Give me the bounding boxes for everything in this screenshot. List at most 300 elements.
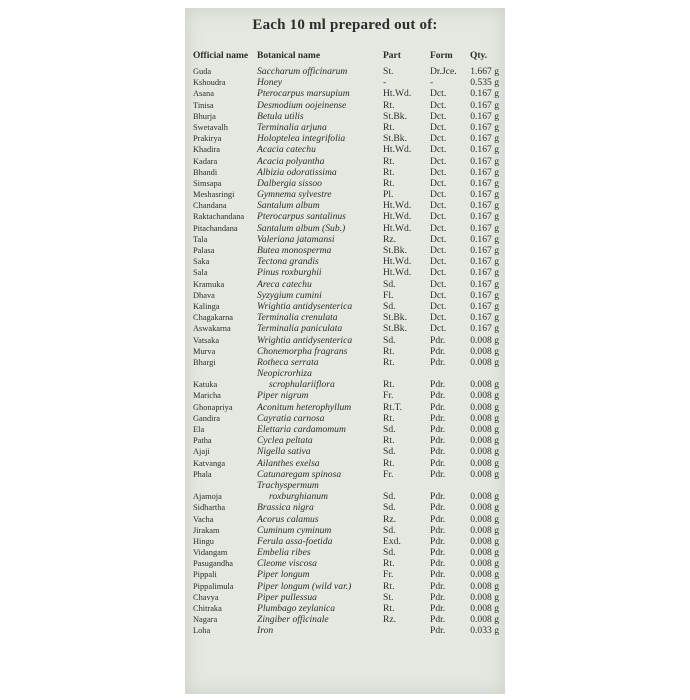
part-cell: St.Bk. [383, 323, 407, 335]
ingredient-label [185, 8, 505, 694]
table-row [185, 122, 505, 133]
part-cell: Sd. [383, 491, 396, 503]
form-cell: Pdr. [430, 513, 446, 525]
part-cell: Fr. [383, 569, 394, 581]
official-name-cell: Kalinga [193, 301, 220, 311]
official-name-cell: Raktachandana [193, 212, 245, 222]
form-cell: Pdr. [430, 412, 446, 424]
part-cell: Rt. [383, 99, 395, 111]
table-row [185, 514, 505, 525]
form-cell: Dct. [430, 278, 447, 290]
qty-cell: 0.167 g [470, 200, 499, 212]
part-cell: Rt. [383, 166, 395, 178]
form-cell: Pdr. [430, 547, 446, 559]
part-cell: St. [383, 591, 394, 603]
form-cell: Pdr. [430, 625, 446, 637]
official-name-cell: Chandana [193, 201, 227, 211]
official-name-cell: Vidangam [193, 548, 228, 558]
form-cell: Pdr. [430, 502, 446, 514]
table-row [185, 301, 505, 312]
botanical-name-cell: Wrightia antidysenterica [257, 334, 353, 346]
table-row [185, 424, 505, 435]
table-row [185, 390, 505, 401]
qty-cell: 0.008 g [470, 345, 499, 357]
qty-cell: 0.008 g [470, 603, 499, 615]
form-cell: Dct. [430, 121, 447, 133]
official-name-cell: Kshoudra [193, 78, 226, 88]
part-cell: Fl. [383, 289, 394, 301]
table-row [185, 88, 505, 99]
qty-cell: 0.167 g [470, 189, 499, 201]
table-row [185, 368, 505, 390]
part-cell: Ht.Wd. [383, 267, 412, 279]
table-row [185, 357, 505, 368]
botanical-name-cell: Tectona grandis [257, 256, 319, 268]
table-row [185, 446, 505, 457]
official-name-cell: Chagakarna [193, 313, 233, 323]
part-cell: Rt.T. [383, 401, 403, 413]
botanical-name-cell: Embelia ribes [257, 547, 311, 559]
table-row [185, 144, 505, 155]
botanical-name-cell: Butea monosperma [257, 245, 332, 256]
table-row [185, 569, 505, 580]
qty-cell: 0.008 g [470, 614, 499, 626]
official-name-cell: Katuka [193, 380, 218, 390]
qty-cell: 0.008 g [470, 390, 499, 402]
official-name-cell: Sidhartha [193, 503, 226, 513]
qty-cell: 0.167 g [470, 177, 499, 189]
part-cell: Rt. [383, 435, 395, 447]
part-cell: Sd. [383, 547, 396, 559]
qty-cell: 0.008 g [470, 535, 499, 547]
official-name-cell: Aswakarna [193, 324, 231, 334]
table-row [185, 402, 505, 413]
part-cell: St.Bk. [383, 110, 407, 122]
part-cell: Fr. [383, 468, 394, 480]
header-official-name: Official name [193, 51, 249, 61]
qty-cell: 0.535 g [470, 77, 499, 89]
form-cell: Dct. [430, 211, 447, 223]
qty-cell: 0.008 g [470, 524, 499, 536]
part-cell: Ht.Wd. [383, 144, 412, 156]
botanical-name-cell: Saccharum officinarum [257, 66, 348, 77]
form-cell: - [430, 77, 434, 89]
qty-cell: 0.008 g [470, 424, 499, 436]
table-row [185, 435, 505, 446]
qty-cell: 0.008 g [470, 547, 499, 559]
botanical-name-cell: Cuminum cyminum [257, 524, 332, 536]
botanical-name-cell: Pinus roxburghii [257, 267, 322, 279]
qty-cell: 0.167 g [470, 88, 499, 100]
official-name-cell: Palasa [193, 246, 215, 255]
form-cell: Pdr. [430, 558, 446, 570]
botanical-name-cell: Terminalia paniculata [257, 323, 343, 335]
form-cell: Dct. [430, 189, 447, 201]
official-name-cell: Patha [193, 436, 212, 446]
form-cell: Dct. [430, 166, 447, 178]
table-row [185, 234, 505, 245]
header-part: Part [383, 51, 401, 61]
official-name-cell: Meshasringi [193, 190, 235, 200]
botanical-name-cell: Chonemorpha fragrans [257, 345, 348, 357]
qty-cell: 0.167 g [470, 99, 499, 111]
table-row [185, 547, 505, 558]
botanical-name-cell: Cyclea peltata [257, 435, 313, 447]
official-name-cell: Chavya [193, 592, 219, 602]
botanical-name-cell: Syzygium cumini [257, 289, 322, 301]
qty-cell: 0.008 g [470, 502, 499, 514]
qty-cell: 0.008 g [470, 379, 499, 391]
part-cell: Sd. [383, 300, 396, 312]
form-cell: Dct. [430, 267, 447, 279]
form-cell: Pdr. [430, 356, 446, 368]
part-cell: Ht.Wd. [383, 211, 412, 223]
form-cell: Dct. [430, 300, 447, 312]
qty-cell: 0.008 g [470, 513, 499, 525]
official-name-cell: Pippalimula [193, 581, 234, 591]
table-row [185, 66, 505, 77]
official-name-cell: Tinisa [193, 100, 214, 110]
table-row [185, 312, 505, 323]
part-cell: Ht.Wd. [383, 222, 412, 234]
table-row [185, 100, 505, 111]
qty-cell: 0.167 g [470, 312, 499, 324]
table-row [185, 502, 505, 513]
part-cell: Ht.Wd. [383, 88, 412, 100]
form-cell: Pdr. [430, 491, 446, 503]
official-name-cell: Ajamoja [193, 492, 222, 502]
form-cell: Dct. [430, 88, 447, 100]
form-cell: Dct. [430, 233, 447, 245]
table-row [185, 480, 505, 502]
table-row [185, 111, 505, 122]
form-cell: Dr.Jce. [430, 66, 457, 77]
botanical-name-cell: Terminalia arjuna [257, 121, 327, 133]
table-row [185, 558, 505, 569]
table-row [185, 189, 505, 200]
official-name-cell: Ghonapriya [193, 402, 233, 412]
qty-cell: 0.167 g [470, 300, 499, 312]
qty-cell: 0.008 g [470, 457, 499, 469]
table-row [185, 335, 505, 346]
form-cell: Pdr. [430, 591, 446, 603]
header-qty: Qty. [470, 51, 488, 61]
qty-cell: 0.167 g [470, 110, 499, 122]
table-row [185, 323, 505, 334]
botanical-name-cell: Aconitum heterophyllum [257, 401, 352, 413]
official-name-cell: Sala [193, 268, 208, 278]
table-row [185, 223, 505, 234]
botanical-name-cell: Plumbago zeylanica [257, 603, 336, 615]
botanical-name-cell: Holoptelea integrifolia [257, 133, 346, 145]
official-name-cell: Bhandi [193, 167, 218, 177]
official-name-cell: Kadara [193, 156, 218, 166]
form-cell: Dct. [430, 110, 447, 122]
qty-cell: 0.008 g [470, 412, 499, 424]
part-cell: St.Bk. [383, 133, 407, 145]
part-cell: Sd. [383, 524, 396, 536]
table-row [185, 469, 505, 480]
official-name-cell: Gandira [193, 413, 220, 423]
botanical-name-continuation: scrophulariiflora [269, 379, 335, 391]
table-row [185, 200, 505, 211]
qty-cell: 0.167 g [470, 155, 499, 167]
qty-cell: 0.008 g [470, 334, 499, 346]
qty-cell: 0.167 g [470, 121, 499, 133]
botanical-name-cell: Elettaria cardamomum [257, 424, 346, 436]
form-cell: Dct. [430, 312, 447, 324]
form-cell: Pdr. [430, 569, 446, 581]
form-cell: Pdr. [430, 334, 446, 346]
part-cell: Rt. [383, 558, 395, 570]
form-cell: Pdr. [430, 446, 446, 458]
table-row [185, 290, 505, 301]
official-name-cell: Guda [193, 67, 212, 76]
table-row [185, 592, 505, 603]
table-row [185, 156, 505, 167]
botanical-name-cell: Santalum album [257, 200, 320, 212]
table-row [185, 581, 505, 592]
table-row [185, 536, 505, 547]
form-cell: Pdr. [430, 603, 446, 615]
part-cell: Rt. [383, 345, 395, 357]
qty-cell: 0.033 g [470, 625, 499, 637]
form-cell: Dct. [430, 289, 447, 301]
form-cell: Pdr. [430, 457, 446, 469]
botanical-name-cell: Areca catechu [257, 278, 312, 290]
form-cell: Dct. [430, 256, 447, 268]
official-name-cell: Vatsaka [193, 335, 220, 345]
official-name-cell: Jirakam [193, 525, 220, 535]
official-name-cell: Pitachandana [193, 223, 238, 233]
botanical-name-cell: Ailanthes exelsa [257, 457, 320, 469]
official-name-cell: Pippali [193, 570, 217, 580]
table-row [185, 413, 505, 424]
table-row [185, 211, 505, 222]
botanical-name-cell: Acacia catechu [257, 144, 316, 156]
botanical-name-cell: Terminalia crenulata [257, 312, 338, 324]
qty-cell: 0.008 g [470, 491, 499, 503]
part-cell: Fr. [383, 390, 394, 402]
botanical-name-cell: Pterocarpus marsupium [257, 88, 350, 100]
botanical-name-cell: Wrightia antidysenterica [257, 300, 353, 312]
part-cell: Rt. [383, 356, 395, 368]
botanical-name-cell: Piper longum [257, 569, 310, 581]
botanical-name-cell: Catunaregam spinosa [257, 468, 342, 480]
official-name-cell: Tala [193, 234, 208, 244]
botanical-name-cell: Honey [257, 77, 283, 89]
form-cell: Dct. [430, 245, 447, 256]
qty-cell: 0.167 g [470, 211, 499, 223]
qty-cell: 0.008 g [470, 356, 499, 368]
form-cell: Pdr. [430, 614, 446, 626]
official-name-cell: Saka [193, 257, 210, 267]
official-name-cell: Kramuka [193, 279, 225, 289]
botanical-name-cell: Betula utilis [257, 110, 304, 122]
part-cell: Rt. [383, 603, 395, 615]
label-title: Each 10 ml prepared out of: [252, 17, 438, 33]
part-cell: Rz. [383, 513, 397, 525]
part-cell: St.Bk. [383, 312, 407, 324]
table-row [185, 267, 505, 278]
qty-cell: 0.008 g [470, 580, 499, 592]
part-cell: St. [383, 66, 394, 77]
part-cell: Rt. [383, 177, 395, 189]
qty-cell: 0.167 g [470, 267, 499, 279]
part-cell: Rt. [383, 457, 395, 469]
table-row [185, 346, 505, 357]
official-name-cell: Swetavalh [193, 122, 228, 132]
official-name-cell: Chitraka [193, 604, 222, 614]
official-name-cell: Phala [193, 469, 212, 479]
official-name-cell: Bhurja [193, 111, 216, 121]
botanical-name-cell: Cayratia carnosa [257, 412, 325, 424]
botanical-name-cell: Piper pullessua [257, 591, 317, 603]
botanical-name-cell: Valeriana jatamansi [257, 233, 335, 245]
botanical-name-cell: Desmodium oojeinense [257, 99, 347, 111]
qty-cell: 0.167 g [470, 323, 499, 335]
part-cell: Exd. [383, 535, 401, 547]
form-cell: Dct. [430, 200, 447, 212]
qty-cell: 0.167 g [470, 233, 499, 245]
botanical-name-cell: Brassica nigra [257, 502, 314, 514]
botanical-name-cell: Nigella sativa [257, 446, 311, 458]
form-cell: Dct. [430, 99, 447, 111]
part-cell: Ht.Wd. [383, 256, 412, 268]
official-name-cell: Simsapa [193, 178, 222, 188]
qty-cell: 0.167 g [470, 222, 499, 234]
table-row [185, 133, 505, 144]
qty-cell: 0.008 g [470, 401, 499, 413]
official-name-cell: Murva [193, 346, 216, 356]
botanical-name-cell: Dalbergia sissoo [257, 177, 322, 189]
table-row [185, 245, 505, 256]
form-cell: Pdr. [430, 390, 446, 402]
part-cell: - [383, 77, 387, 89]
part-cell: Ht.Wd. [383, 200, 412, 212]
botanical-name-cell: Iron [257, 625, 274, 637]
table-row [185, 525, 505, 536]
table-row [185, 614, 505, 625]
form-cell: Dct. [430, 222, 447, 234]
botanical-name-cell: Albizia odoratissima [257, 166, 337, 178]
part-cell: St.Bk. [383, 245, 407, 256]
official-name-cell: Ela [193, 425, 205, 435]
form-cell: Dct. [430, 155, 447, 167]
qty-cell: 0.008 g [470, 558, 499, 570]
form-cell: Pdr. [430, 468, 446, 480]
table-row [185, 625, 505, 636]
form-cell: Dct. [430, 133, 447, 145]
botanical-name-cell: Gymnema sylvestre [257, 189, 332, 201]
botanical-name-cell: Neopicrorhiza [257, 368, 312, 380]
form-cell: Dct. [430, 177, 447, 189]
botanical-name-cell: Piper nigrum [257, 390, 309, 402]
botanical-name-cell: Acorus calamus [257, 513, 319, 525]
part-cell: Sd. [383, 424, 396, 436]
official-name-cell: Vacha [193, 514, 214, 524]
part-cell: Rt. [383, 580, 395, 592]
qty-cell: 0.167 g [470, 133, 499, 145]
botanical-name-continuation: roxburghianum [269, 491, 328, 503]
botanical-name-cell: Cleome viscosa [257, 558, 317, 570]
part-cell: Rt. [383, 121, 395, 133]
part-cell: Sd. [383, 446, 396, 458]
official-name-cell: Pasugandha [193, 559, 234, 569]
botanical-name-cell: Trachyspermum [257, 479, 319, 491]
official-name-cell: Ajaji [193, 447, 210, 457]
botanical-name-cell: Pterocarpus santalinus [257, 211, 346, 223]
part-cell: Sd. [383, 334, 396, 346]
form-cell: Pdr. [430, 435, 446, 447]
part-cell: Rt. [383, 379, 395, 391]
qty-cell: 0.167 g [470, 144, 499, 156]
table-row [185, 603, 505, 614]
qty-cell: 0.167 g [470, 278, 499, 290]
form-cell: Pdr. [430, 524, 446, 536]
botanical-name-cell: Zingiber officinale [257, 614, 329, 626]
table-row [185, 77, 505, 88]
qty-cell: 0.008 g [470, 468, 499, 480]
part-cell: Rt. [383, 412, 395, 424]
official-name-cell: Maricha [193, 391, 221, 401]
official-name-cell: Khadira [193, 145, 220, 155]
table-row [185, 256, 505, 267]
form-cell: Pdr. [430, 424, 446, 436]
botanical-name-cell: Acacia polyantha [257, 155, 325, 167]
qty-cell: 0.167 g [470, 289, 499, 301]
botanical-name-cell: Piper longum (wild var.) [257, 580, 352, 592]
official-name-cell: Nagara [193, 615, 218, 625]
qty-cell: 0.008 g [470, 435, 499, 447]
part-cell: Pl. [383, 189, 394, 201]
header-botanical-name: Botanical name [257, 51, 321, 61]
qty-cell: 0.008 g [470, 591, 499, 603]
part-cell: Sd. [383, 278, 396, 290]
header-form: Form [430, 51, 453, 61]
table-row [185, 279, 505, 290]
form-cell: Dct. [430, 144, 447, 156]
form-cell: Pdr. [430, 379, 446, 391]
official-name-cell: Bhargi [193, 357, 216, 367]
official-name-cell: Asana [193, 89, 214, 99]
part-cell: Rz. [383, 614, 397, 626]
official-name-cell: Dhava [193, 290, 215, 300]
form-cell: Pdr. [430, 345, 446, 357]
botanical-name-cell: Ferula assa-foetida [257, 535, 333, 547]
ingredient-table [185, 66, 505, 637]
qty-cell: 0.167 g [470, 166, 499, 178]
part-cell: Rz. [383, 233, 397, 245]
official-name-cell: Katvanga [193, 458, 226, 468]
qty-cell: 0.008 g [470, 446, 499, 458]
qty-cell: 0.167 g [470, 256, 499, 268]
official-name-cell: Prakirya [193, 134, 222, 144]
official-name-cell: Loha [193, 626, 211, 636]
official-name-cell: Hingu [193, 536, 214, 546]
botanical-name-cell: Rotheca serrata [257, 356, 319, 368]
table-row [185, 167, 505, 178]
form-cell: Pdr. [430, 535, 446, 547]
table-row [185, 178, 505, 189]
part-cell: Sd. [383, 502, 396, 514]
part-cell: Rt. [383, 155, 395, 167]
form-cell: Dct. [430, 323, 447, 335]
form-cell: Pdr. [430, 401, 446, 413]
form-cell: Pdr. [430, 580, 446, 592]
botanical-name-cell: Santalum album (Sub.) [257, 222, 346, 234]
qty-cell: 1.667 g [470, 66, 499, 77]
